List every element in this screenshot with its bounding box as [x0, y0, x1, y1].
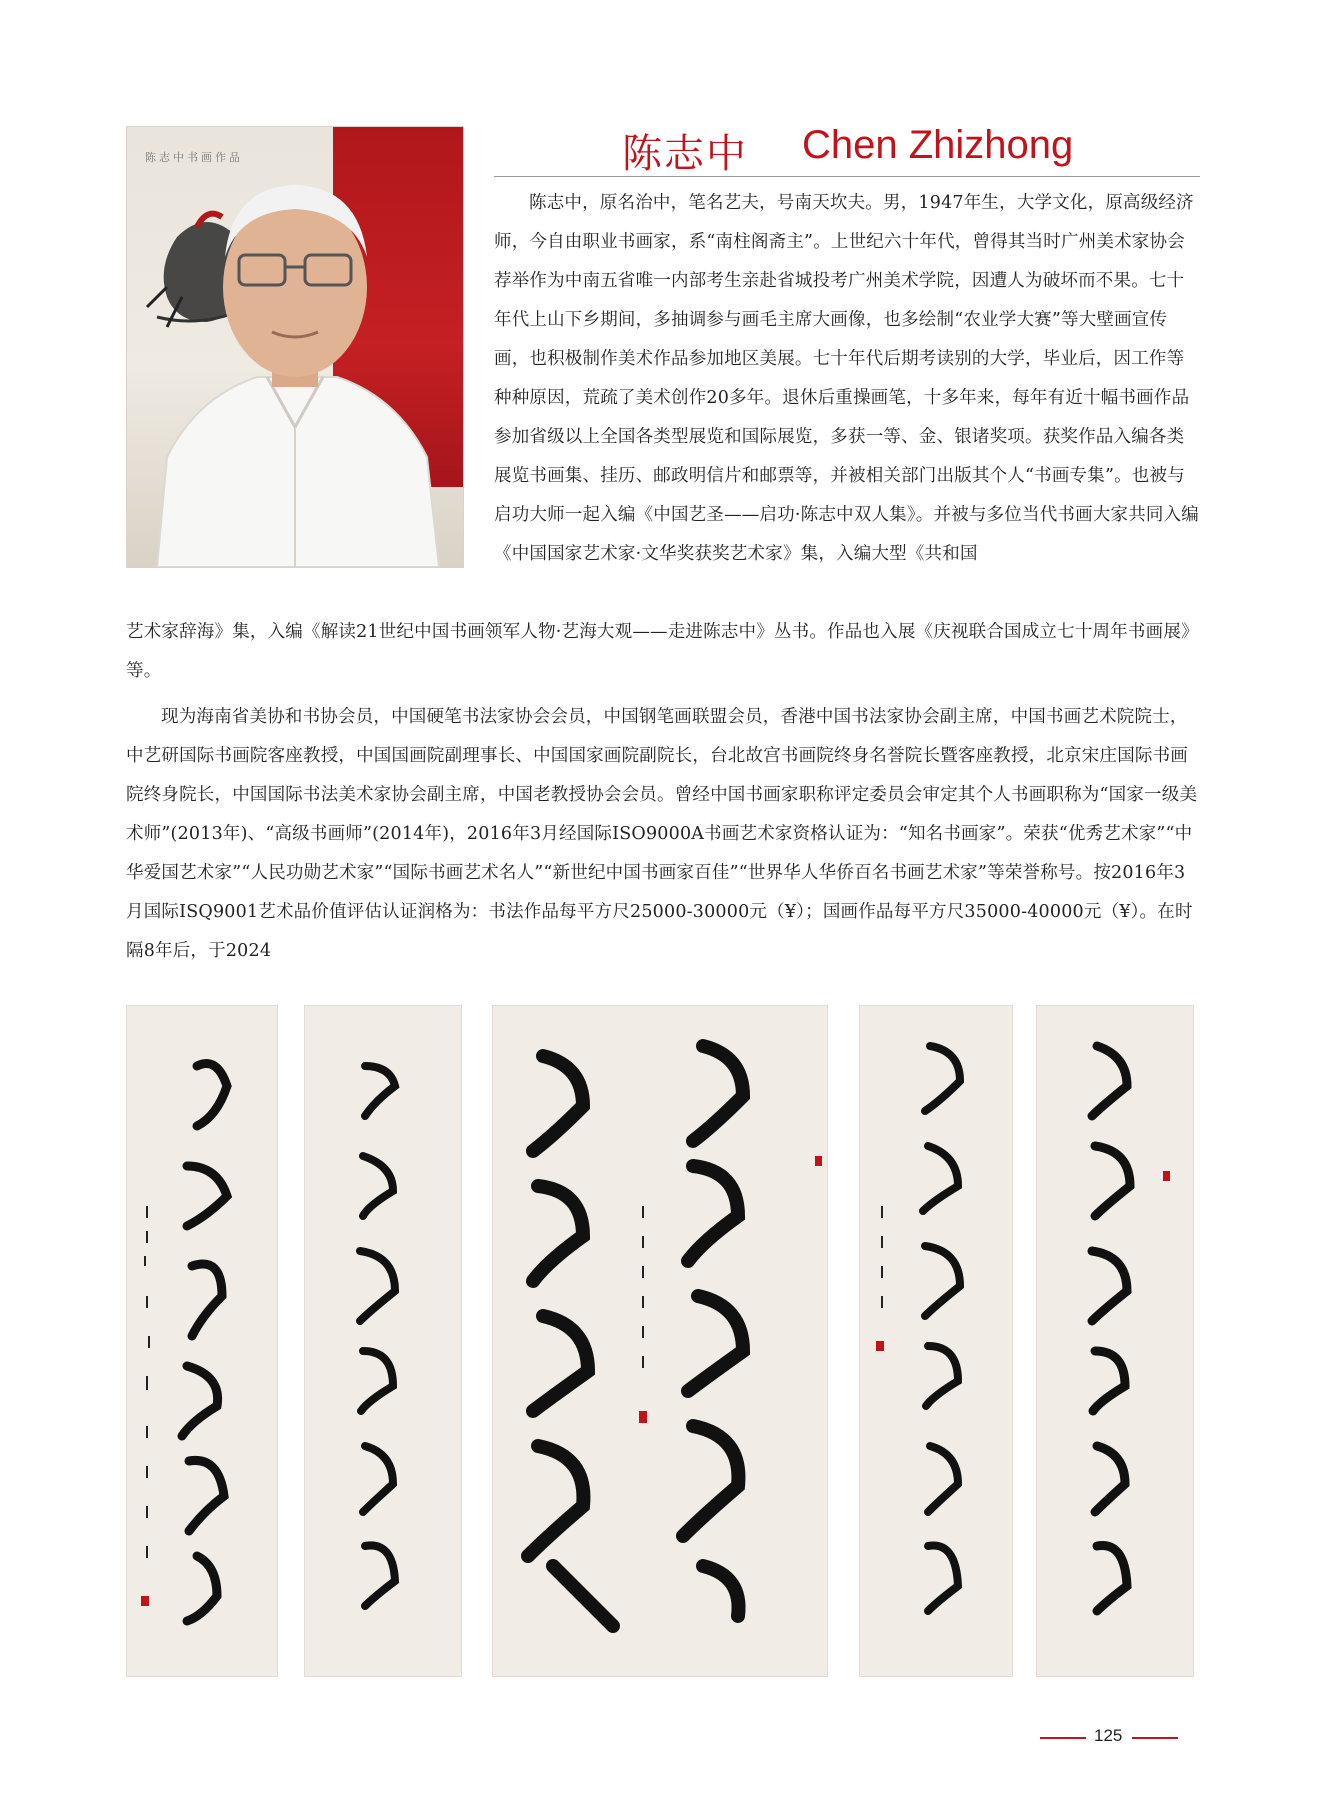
biography-paragraph-1-continued: 艺术家辞海》集，入编《解读21世纪中国书画领军人物·艺海大观——走进陈志中》丛书。作品也入展《庆视联合国成立七十周年书画展》等。 — [126, 622, 1199, 681]
page-number-rule-right — [1132, 1737, 1178, 1739]
calligraphy-scroll-4 — [859, 1005, 1013, 1677]
biography-paragraph-2: 现为海南省美协和书协会员，中国硬笔书法家协会会员，中国钢笔画联盟会员，香港中国书法家协会副主席，中国书画艺术院院士，中艺研国际书画院客座教授，中国国画院副理事长、中国国家画院副院长，台北故宫书画院终身名誉院长暨客座教授，北京宋庄国际书画院终身院长，中国国际书法美术家协会副主席，中国老教授协会会员。曾经中国书画家职称评定委员会审定其个人书画职称为“国家一级美术师”(2013年)、“高级书画师”(2014年)，2016年3月经国际ISO9000A书画艺术家资格认证为：“知名书画家”。荣获“优秀艺术家”“中华爱国艺术家”“人民功勋艺术家”“国际书画艺术名人”“新世纪中国书画家百佳”“世界华人华侨百名书画艺术家”等荣誉称号。按2016年3月国际ISQ9001艺术品价值评估认证润格为：书法作品每平方尺25000-30000元（¥）；国画作品每平方尺35000-40000元（¥）。在时隔8年后，于2024 — [126, 707, 1198, 961]
page-number: 125 — [1094, 1726, 1123, 1745]
portrait-figure — [127, 127, 463, 567]
name-english: Chen Zhizhong — [802, 123, 1074, 167]
page-number-rule-left — [1040, 1737, 1086, 1739]
photo-caption: 陈志中书画作品 — [145, 151, 243, 164]
calligraphy-scroll-2 — [304, 1005, 462, 1677]
calligraphy-scroll-3 — [492, 1005, 828, 1677]
portrait-photo — [126, 126, 464, 568]
name-chinese: 陈志中 — [622, 131, 748, 177]
calligraphy-scroll-5 — [1036, 1005, 1194, 1677]
calligraphy-scroll-1 — [126, 1005, 278, 1677]
biography-paragraph-1: 陈志中，原名治中，笔名艺夫，号南天坎夫。男，1947年生，大学文化，原高级经济师，今自由职业书画家，系“南柱阁斋主”。上世纪六十年代，曾得其当时广州美术家协会荐举作为中南五省唯一内部考生亲赴省城投考广州美术学院，因遭人为破坏而不果。七十年代上山下乡期间，多抽调参与画毛主席大画像，也多绘制“农业学大赛”等大壁画宣传画，也积极制作美术作品参加地区美展。七十年代后期考读别的大学，毕业后，因工作等种种原因，荒疏了美术创作20多年。退休后重操画笔，十多年来，每年有近十幅书画作品参加省级以上全国各类型展览和国际展览，多获一等、金、银诸奖项。获奖作品入编各类展览书画集、挂历、邮政明信片和邮票等，并被相关部门出版其个人“书画专集”。也被与启功大师一起入编《中国艺圣——启功·陈志中双人集》。并被与多位当代书画大家共同入编《中国国家艺术家·文华奖获奖艺术家》集，入编大型《共和国 — [494, 193, 1200, 564]
name-header — [494, 118, 1200, 177]
